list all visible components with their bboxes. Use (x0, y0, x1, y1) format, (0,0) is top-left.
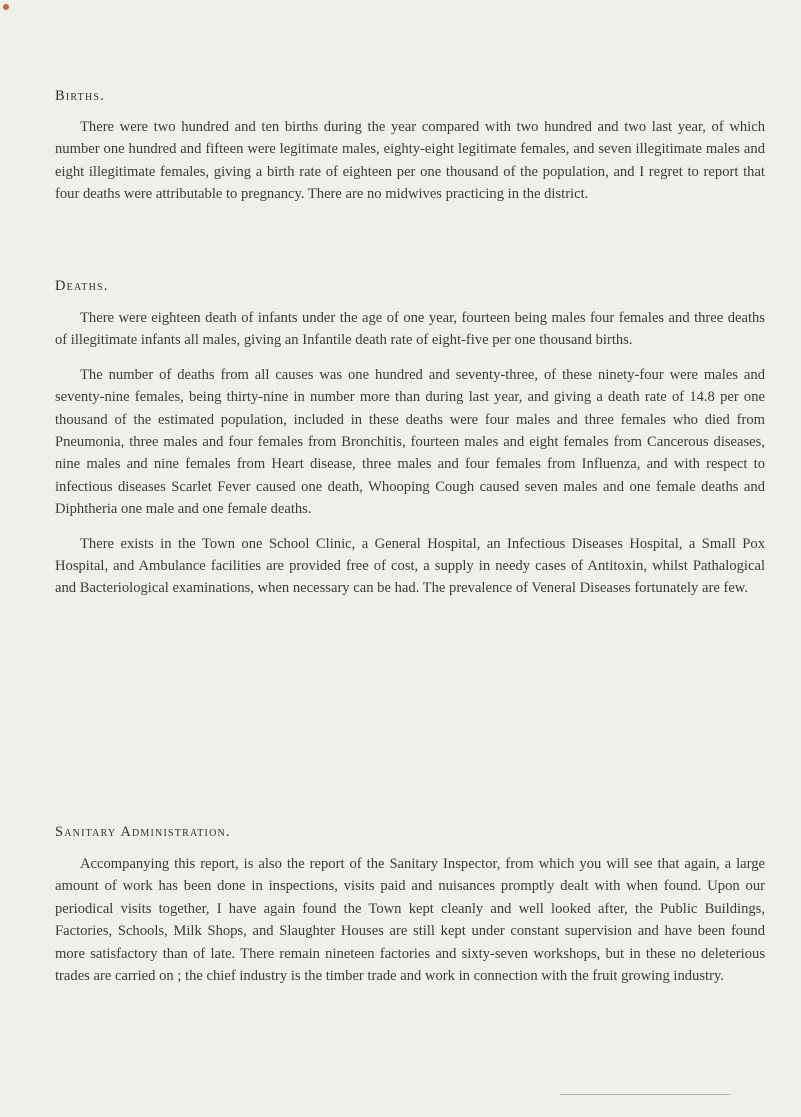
deaths-paragraph-facilities: There exists in the Town one School Clinic, a General Hospital, an Infectious Diseases Hospital, a Small Pox Hospital, and Ambulance facilities are provided free of cost, a supply in needy cases of Antitoxin, whilst Pathalogical and Bacteriological examinations, when necessary can be had. The prevalence of Veneral Diseases fortunately are few. (55, 535, 765, 597)
births-section (55, 88, 765, 206)
pencil-underline (560, 1094, 730, 1095)
sanitary-heading: Sanitary Administration. (55, 824, 231, 840)
deaths-paragraph-infants: There were eighteen death of infants under the age of one year, fourteen being males four females and three deaths of illegitimate infants all males, giving an Infantile death rate of eight-five per one thousand births. (55, 310, 765, 349)
deaths-paragraph-causes: The number of deaths from all causes was one hundred and seventy-three, of these ninety-four were males and seventy-nine females, being thirty-nine in number more than during last year, and giving a death rate of 14.8 per one thousand of the estimated population, included in these deaths were four males and three females who died from Pneumonia, three males and four females from Bronchitis, fourteen males and eight females from Cancerous diseases, nine males and nine females from Heart disease, three males and four females from Influenza, and with respect to infectious diseases Scarlet Fever caused one death, Whooping Cough caused seven males and one female deaths and Diphtheria one male and one female deaths. (55, 366, 765, 518)
births-heading: Births. (55, 88, 105, 104)
deaths-heading: Deaths. (55, 278, 109, 294)
deaths-section (55, 278, 765, 600)
sanitary-paragraph: Accompanying this report, is also the report of the Sanitary Inspector, from which you will see that again, a large amount of work has been done in inspections, visits paid and nuisances promptly dealt with when found. Upon our periodical visits together, I have again found the Town kept cleanly and well looked after, the Public Buildings, Factories, Schools, Milk Shops, and Slaughter Houses are still kept under constant supervision and have been found more satisfactory than of late. There remain nineteen factories and sixty-seven workshops, but in these no deleterious trades are carried on ; the chief industry is the timber trade and work in connection with the fruit growing industry. (55, 856, 765, 985)
sanitary-section (55, 824, 765, 987)
births-paragraph: There were two hundred and ten births during the year compared with two hundred and two last year, of which number one hundred and fifteen were legitimate males, eighty-eight legitimate females, and seven illegitimate males and eight illegitimate females, giving a birth rate of eighteen per one thousand of the population, and I regret to report that four deaths were attributable to pregnancy. There are no midwives practicing in the district. (55, 119, 765, 203)
ink-spot (3, 4, 9, 10)
